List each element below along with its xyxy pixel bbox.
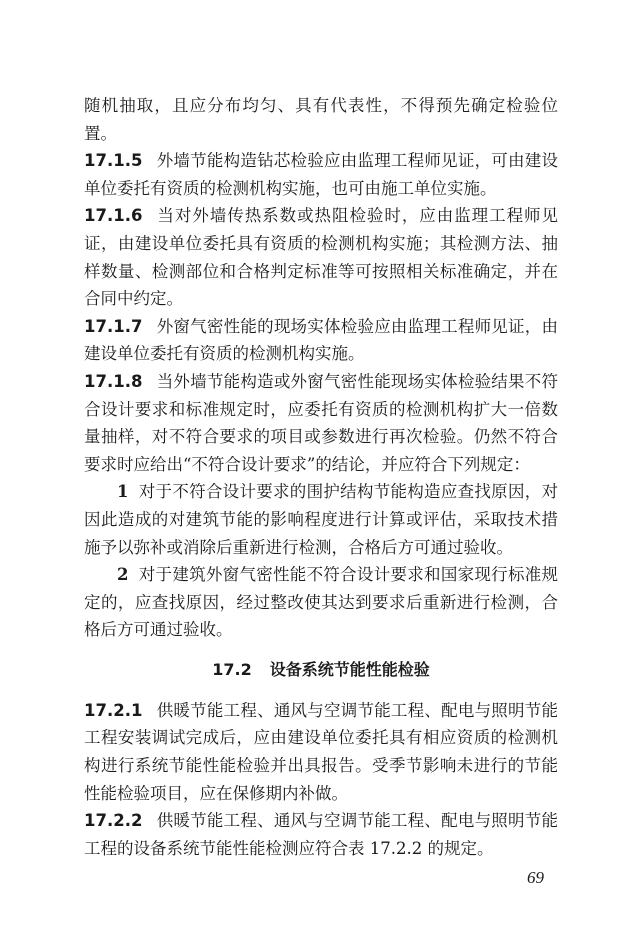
clause-number: 17.1.8	[84, 371, 143, 391]
clause-17-1-7	[84, 313, 558, 368]
paragraph-continued: 随机抽取，且应分布均匀、具有代表性，不得预先确定检验位置。	[84, 96, 558, 143]
document-body	[84, 92, 558, 862]
section-number: 17.2	[212, 659, 252, 679]
clause-text: 供暖节能工程、通风与空调节能工程、配电与照明节能工程安装调试完成后，应由建设单位委托具有相应资质的检测机构进行系统节能性能检验并出具报告。受季节影响未进行的节能性能检验项目，应在保修期内补做。	[84, 700, 558, 803]
list-item-2	[84, 561, 558, 644]
section-heading	[84, 657, 558, 683]
clause-text: 当对外墙传热系数或热阻检验时，应由监理工程师见证，由建设单位委托具有资质的检测机构实施；其检测方法、抽样数量、检测部位和合格判定标准等可按照相关标准确定，并在合同中约定。	[84, 206, 558, 309]
clause-text: 供暖节能工程、通风与空调节能工程、配电与照明节能工程的设备系统节能性能检测应符合表 17.2.2 的规定。	[84, 811, 558, 858]
clause-text: 当外墙节能构造或外窗气密性能现场实体检验结果不符合设计要求和标准规定时，应委托有资质的检测机构扩大一倍数量抽样，对不符合要求的项目或参数进行再次检验。仍然不符合要求时应给出“不符合设计要求”的结论，并应符合下列规定：	[84, 371, 558, 474]
clause-text: 外墙节能构造钻芯检验应由监理工程师见证，可由建设单位委托有资质的检测机构实施，也可由施工单位实施。	[84, 151, 558, 198]
section-title-text: 设备系统节能性能检验	[269, 659, 430, 679]
clause-17-1-5	[84, 147, 558, 202]
clause-number: 17.1.5	[84, 151, 143, 171]
clause-number: 17.2.1	[84, 700, 143, 720]
clause-17-2-2	[84, 807, 558, 862]
item-number: 1	[117, 482, 129, 502]
page-number: 69	[527, 868, 544, 887]
clause-text: 外窗气密性能的现场实体检验应由监理工程师见证，由建设单位委托有资质的检测机构实施。	[84, 316, 558, 364]
item-text: 对于不符合设计要求的围护结构节能构造应查找原因，对因此造成的对建筑节能的影响程度进行计算或评估，采取技术措施予以弥补或消除后重新进行检测，合格后方可通过验收。	[84, 482, 558, 557]
item-text: 对于建筑外窗气密性能不符合设计要求和国家现行标准规定的，应查找原因，经过整改使其达到要求后重新进行检测，合格后方可通过验收。	[84, 565, 558, 640]
clause-number: 17.2.2	[84, 811, 143, 831]
item-number: 2	[117, 565, 129, 585]
clause-number: 17.1.6	[84, 206, 143, 226]
clause-number: 17.1.7	[84, 316, 143, 336]
clause-17-2-1	[84, 697, 558, 807]
clause-17-1-6	[84, 202, 558, 312]
list-item-1	[84, 478, 558, 561]
clause-17-1-8	[84, 368, 558, 478]
